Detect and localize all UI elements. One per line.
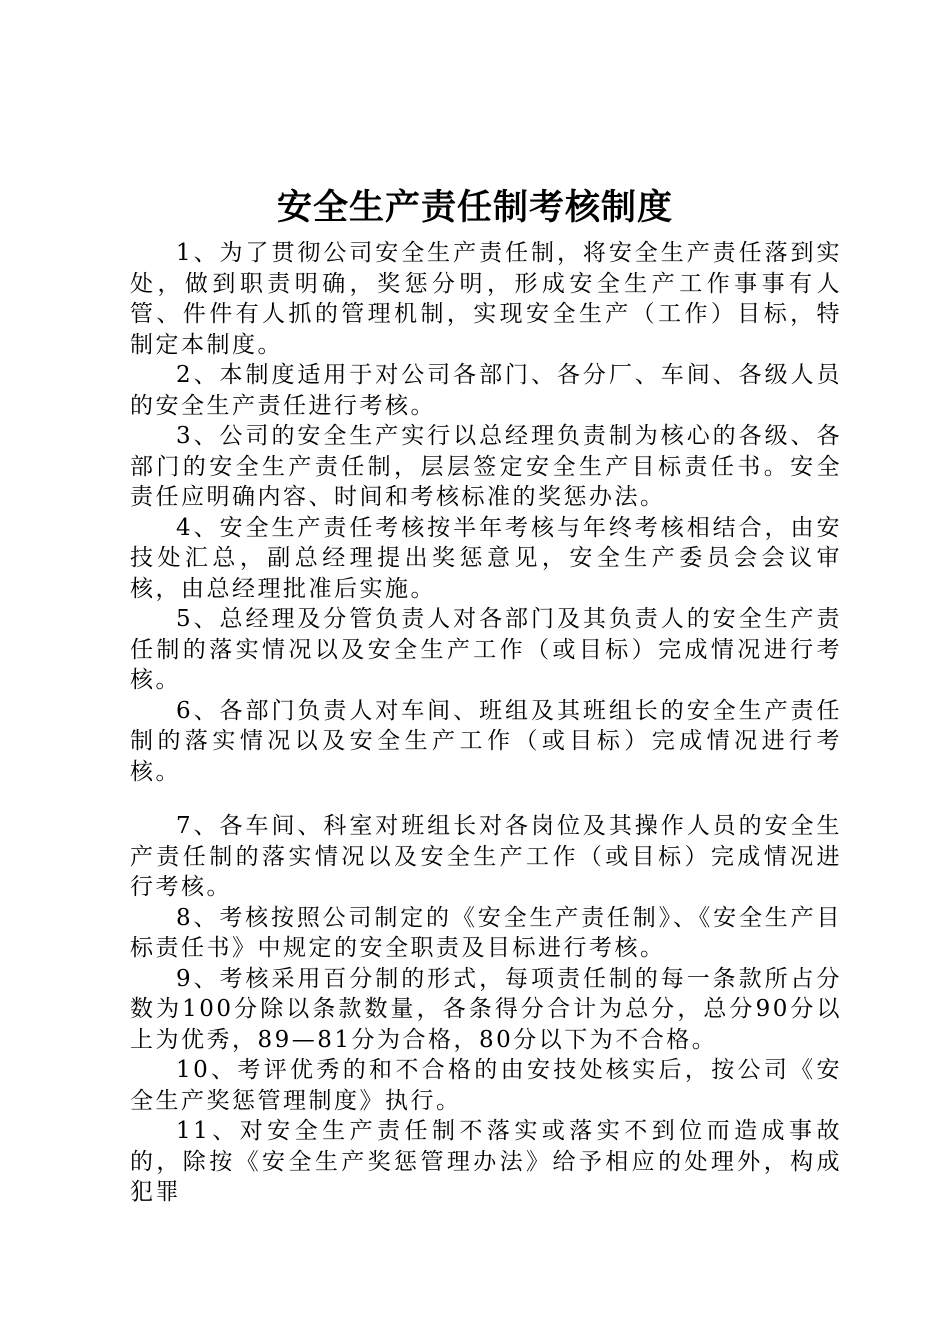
paragraph-1: 1、为了贯彻公司安全生产责任制，将安全生产责任落到实处，做到职责明确，奖惩分明，形成安全生产工作事事有人管、件件有人抓的管理机制，实现安全生产（工作）目标，特制定本制度。: [130, 240, 842, 358]
paragraph-2: 2、本制度适用于对公司各部门、各分厂、车间、各级人员的安全生产责任进行考核。: [130, 362, 842, 419]
paragraph-9: 9、考核采用百分制的形式，每项责任制的每一条款所占分数为100分除以条款数量，各条得分合计为总分，总分90分以上为优秀，89—81分为合格，80分以下为不合格。: [130, 965, 842, 1053]
paragraph-11: 11、对安全生产责任制不落实或落实不到位而造成事故的，除按《安全生产奖惩管理办法》给予相应的处理外，构成犯罪: [130, 1118, 842, 1205]
paragraph-6: 6、各部门负责人对车间、班组及其班组长的安全生产责任制的落实情况以及安全生产工作（或目标）完成情况进行考核。: [130, 697, 842, 785]
paragraph-5: 5、总经理及分管负责人对各部门及其负责人的安全生产责任制的落实情况以及安全生产工作（或目标）完成情况进行考核。: [130, 606, 842, 693]
document-body: [130, 238, 842, 1208]
paragraph-8: 8、考核按照公司制定的《安全生产责任制》、《安全生产目标责任书》中规定的安全职责及目标进行考核。: [130, 904, 842, 961]
document-title: 安全生产责任制考核制度: [276, 187, 673, 228]
paragraph-10: 10、考评优秀的和不合格的由安技处核实后，按公司《安全生产奖惩管理制度》执行。: [130, 1057, 842, 1114]
paragraph-7: 7、各车间、科室对班组长对各岗位及其操作人员的安全生产责任制的落实情况以及安全生产工作（或目标）完成情况进行考核。: [130, 813, 842, 900]
paragraph-4: 4、安全生产责任考核按半年考核与年终考核相结合，由安技处汇总，副总经理提出奖惩意见，安全生产委员会会议审核，由总经理批准后实施。: [130, 514, 842, 602]
paragraph-3: 3、公司的安全生产实行以总经理负责制为核心的各级、各部门的安全生产责任制，层层签定安全生产目标责任书。安全责任应明确内容、时间和考核标准的奖惩办法。: [130, 423, 842, 510]
